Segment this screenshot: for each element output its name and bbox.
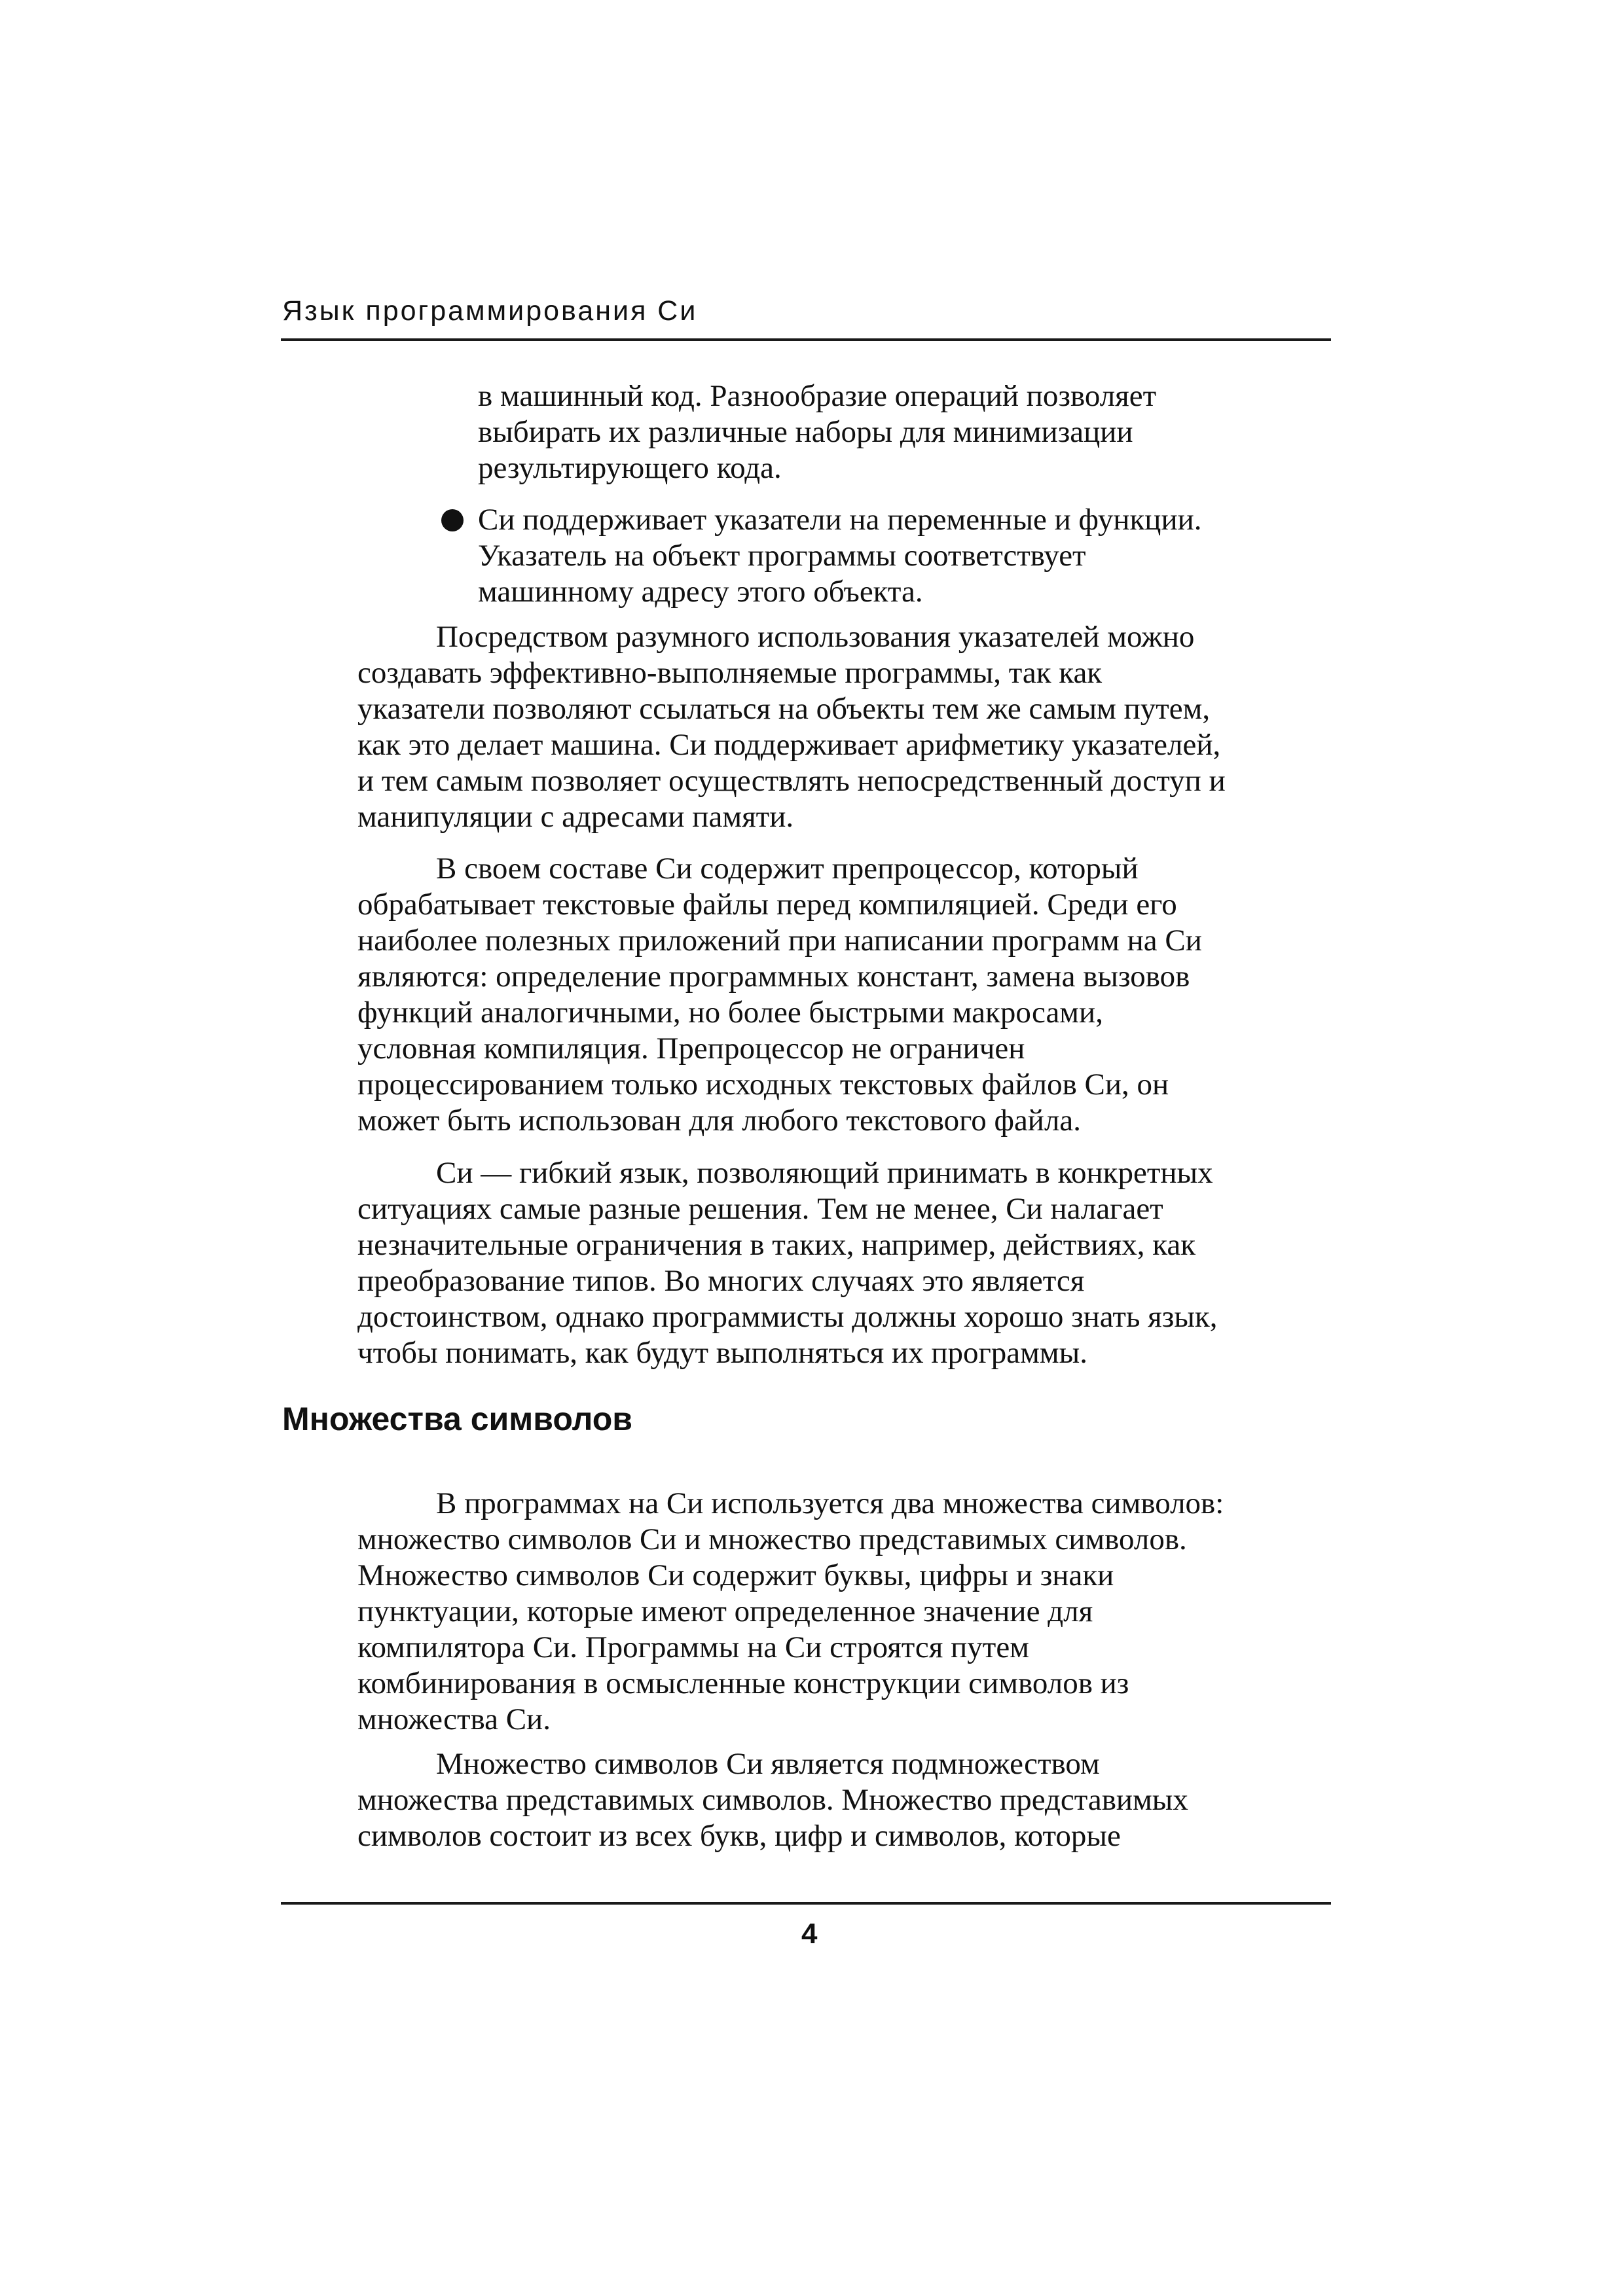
text-line: множества представимых символов. Множество представимых (357, 1783, 1188, 1817)
text-line: в машинный код. Разнообразие операций позволяет (478, 379, 1157, 413)
paragraph-flexibility (357, 1155, 1218, 1371)
footer-rule (281, 1902, 1331, 1905)
text-line: как это делает машина. Си поддерживает арифметику указателей, (357, 728, 1221, 762)
text-line: комбинирования в осмысленные конструкции символов из (357, 1666, 1129, 1700)
paragraph-subset (357, 1746, 1188, 1854)
text-line: Си поддерживает указатели на переменные и функции. (478, 503, 1202, 537)
text-line: и тем самым позволяет осуществлять непосредственный доступ и (357, 764, 1226, 798)
text-line: условная компиляция. Препроцессор не ограничен (357, 1031, 1025, 1066)
text-line: множества Си. (357, 1702, 551, 1736)
text-line: В своем составе Си содержит препроцессор, который (436, 852, 1139, 886)
text-line: Си — гибкий язык, позволяющий принимать в конкретных (436, 1156, 1213, 1190)
text-line: В программах на Си используется два множества символов: (436, 1486, 1224, 1520)
text-line: процессированием только исходных текстовых файлов Си, он (357, 1067, 1169, 1102)
text-line: выбирать их различные наборы для минимизации (478, 415, 1133, 449)
text-line: наиболее полезных приложений при написании программ на Си (357, 924, 1202, 958)
text-line: множество символов Си и множество представимых символов. (357, 1522, 1187, 1556)
section-heading: Множества символов (282, 1401, 633, 1437)
running-head: Язык программирования Си (282, 295, 698, 327)
text-line: функций аналогичными, но более быстрыми макросами, (357, 996, 1103, 1030)
header-rule (281, 338, 1331, 341)
text-line: Множество символов Си является подмножеством (436, 1747, 1100, 1781)
paragraph-pointers (357, 619, 1226, 835)
text-line: преобразование типов. Во многих случаях это является (357, 1264, 1085, 1298)
bullet-text (478, 502, 1202, 610)
text-line: Посредством разумного использования указателей можно (436, 620, 1195, 654)
text-line: Указатель на объект программы соответствует (478, 539, 1086, 573)
text-line: результирующего кода. (478, 451, 782, 485)
text-line: компилятора Си. Программы на Си строятся путем (357, 1630, 1029, 1664)
text-line: обрабатывает текстовые файлы перед компиляцией. Среди его (357, 888, 1177, 922)
text-line: достоинством, однако программисты должны хорошо знать язык, (357, 1300, 1218, 1334)
text-line: пунктуации, которые имеют определенное значение для (357, 1594, 1093, 1628)
text-line: указатели позволяют ссылаться на объекты тем же самым путем, (357, 692, 1211, 726)
paragraph-preprocessor (357, 851, 1202, 1139)
text-line: машинному адресу этого объекта. (478, 575, 923, 609)
paragraph-character-sets (357, 1486, 1224, 1738)
list-continuation (478, 378, 1156, 486)
text-line: создавать эффективно-выполняемые программы, так как (357, 656, 1103, 690)
text-line: ситуациях самые разные решения. Тем не менее, Си налагает (357, 1192, 1163, 1226)
text-line: может быть использован для любого текстового файла. (357, 1103, 1082, 1138)
text-line: незначительные ограничения в таких, например, действиях, как (357, 1228, 1196, 1262)
text-line: манипуляции с адресами памяти. (357, 800, 794, 834)
bullet-dot-icon (441, 509, 464, 531)
page-number: 4 (801, 1918, 818, 1950)
text-line: символов состоит из всех букв, цифр и символов, которые (357, 1819, 1121, 1853)
text-line: чтобы понимать, как будут выполняться их программы. (357, 1336, 1087, 1370)
text-line: Множество символов Си содержит буквы, цифры и знаки (357, 1558, 1114, 1592)
text-line: являются: определение программных констант, замена вызовов (357, 960, 1190, 994)
